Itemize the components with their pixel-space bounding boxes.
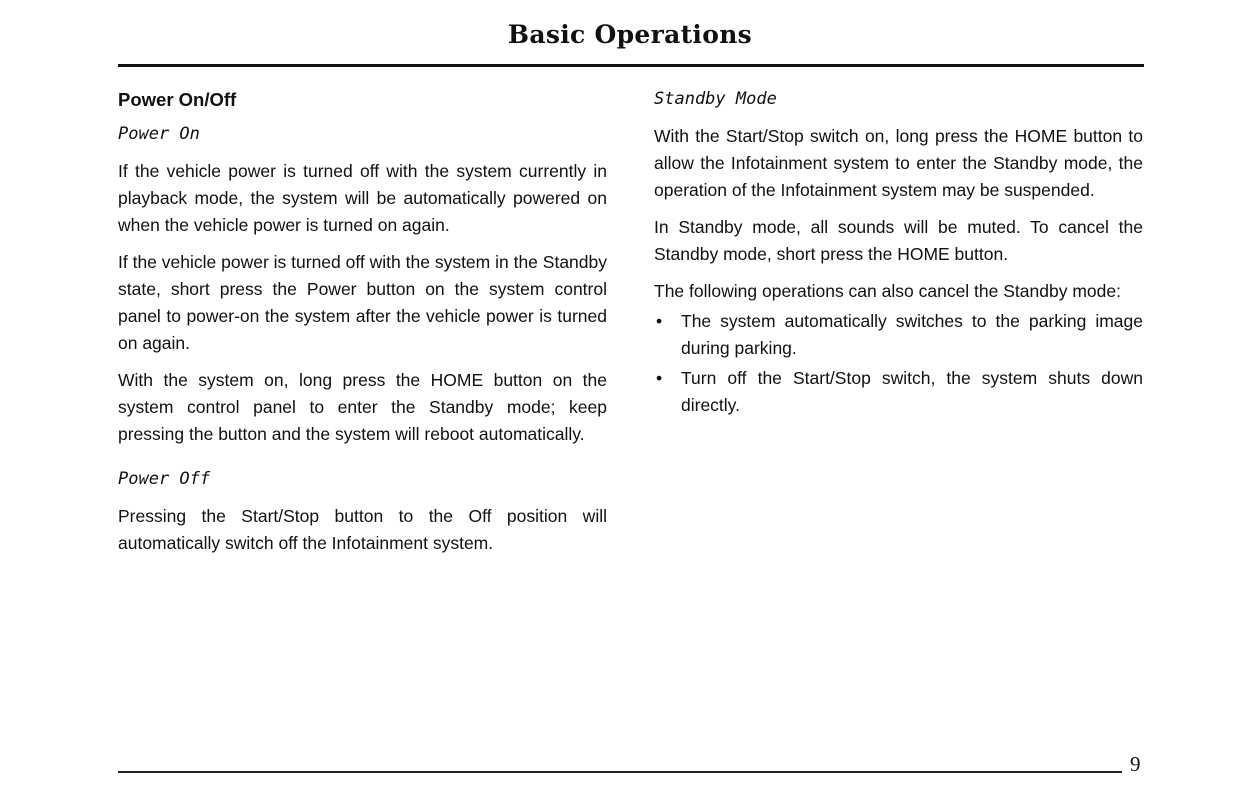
bullet-icon: • <box>656 368 663 388</box>
subheading-power-off: Power Off <box>118 469 211 489</box>
paragraph: The following operations can also cancel the Standby mode: <box>654 281 1121 301</box>
subheading-power-on: Power On <box>118 124 200 144</box>
right-column <box>654 86 1143 422</box>
paragraph: With the Start/Stop switch on, long press the HOME button to allow the Infotainment system to enter the Standby mode, the operation of the Infotainment system may be suspended. <box>654 126 1143 200</box>
paragraph: In Standby mode, all sounds will be muted. To cancel the Standby mode, short press the HOME button. <box>654 217 1143 264</box>
subheading-standby-mode: Standby Mode <box>654 89 777 109</box>
paragraph: Pressing the Start/Stop button to the Off position will automatically switch off the Infotainment system. <box>118 506 607 553</box>
list-item-text: Turn off the Start/Stop switch, the system shuts down directly. <box>681 368 1143 415</box>
section-heading-power-on-off: Power On/Off <box>118 89 237 110</box>
list-item <box>654 308 1143 362</box>
left-column <box>118 86 607 567</box>
list-item <box>654 365 1143 419</box>
bullet-list <box>654 308 1143 419</box>
page-title: Basic Operations <box>507 20 753 49</box>
list-item-text: The system automatically switches to the parking image during parking. <box>681 311 1143 358</box>
footer-divider <box>118 771 1122 773</box>
paragraph: If the vehicle power is turned off with the system in the Standby state, short press the Power button on the system control panel to power-on the system after the vehicle power is turned on again. <box>118 252 607 353</box>
paragraph: With the system on, long press the HOME button on the system control panel to enter the Standby mode; keep pressing the button and the system will reboot automatically. <box>118 370 607 444</box>
paragraph: If the vehicle power is turned off with the system currently in playback mode, the system will be automatically powered on when the vehicle power is turned on again. <box>118 161 607 235</box>
page-number: 9 <box>1130 752 1141 776</box>
bullet-icon: • <box>656 311 663 331</box>
title-divider <box>118 64 1144 67</box>
